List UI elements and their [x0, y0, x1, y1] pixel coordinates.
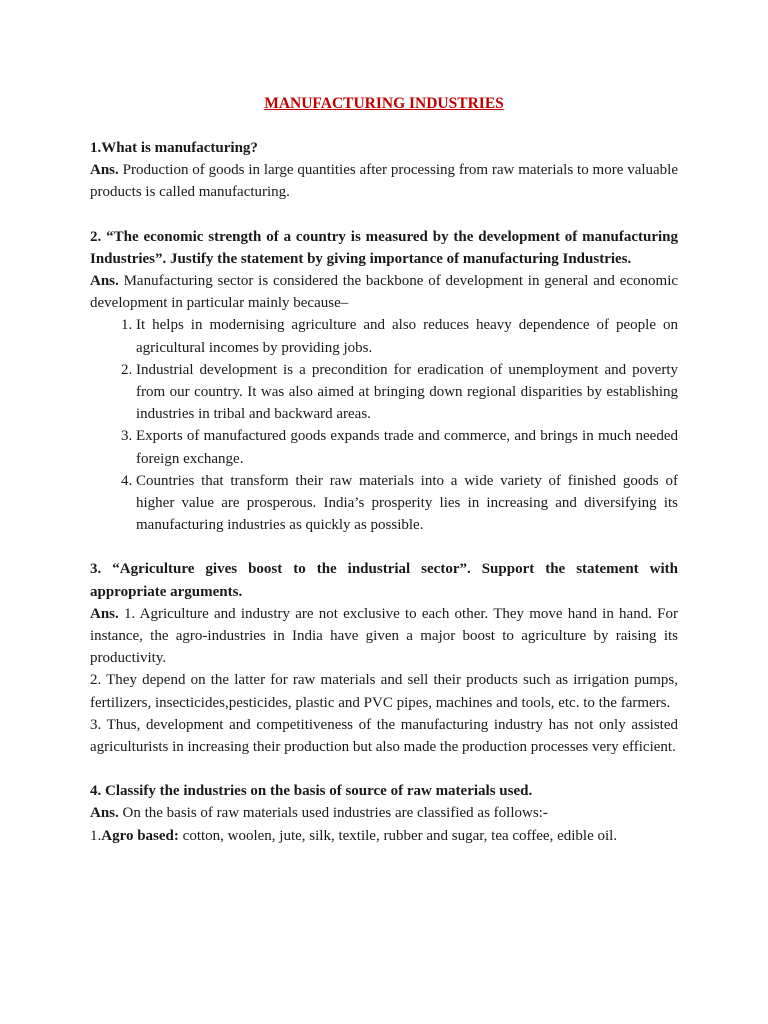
ans-label: Ans. [90, 162, 119, 179]
question-4: 4. Classify the industries on the basis of source of raw materials used. [90, 783, 533, 800]
answer-2-text: Manufacturing sector is considered the backbone of development in general and economic development in particular mainly because– [90, 273, 679, 312]
item-label: Agro based: [101, 827, 179, 844]
question-2: 2. “The economic strength of a country is measured by the development of manufacturing Industries”. Justify the statement by giving importance of manufacturing Industries. [90, 228, 678, 267]
answer-3-paragraph: 3. Thus, development and competitiveness of the manufacturing industry has not only assisted agriculturists in increasing their production but also made the production processes very efficient. [90, 716, 678, 756]
ans-label: Ans. [90, 273, 119, 290]
page-title: MANUFACTURING INDUSTRIES [264, 95, 504, 112]
answer-1 [90, 159, 678, 203]
item-text: cotton, woolen, jute, silk, textile, rubber and sugar, tea coffee, edible oil. [182, 827, 618, 844]
answer-4-item [90, 825, 678, 847]
ans-label: Ans. [90, 605, 119, 622]
list-item: 2. Industrial development is a precondition for eradication of unemployment and poverty from our country. It was also aimed at bringing down regional disparities by establishing industries in tribal and backward areas. [136, 359, 678, 426]
question-1: 1.What is manufacturing? [90, 140, 258, 156]
answer-3 [90, 603, 678, 670]
list-item: 4. Countries that transform their raw materials into a wide variety of finished goods of higher value are prosperous. India’s prosperity lies in increasing and diversifying its manufacturing industries as quickly as possible. [136, 470, 678, 537]
answer-4-text: On the basis of raw materials used industries are classified as follows:- [122, 805, 548, 822]
answer-3-text: 1. Agriculture and industry are not exclusive to each other. They move hand in hand. For instance, the agro-industries in India have given a major boost to agriculture by raising its productivity. [90, 605, 679, 667]
item-number: 1. [90, 827, 102, 844]
list-item: 3. Exports of manufactured goods expands trade and commerce, and brings in much needed foreign exchange. [136, 425, 678, 469]
document-page [90, 93, 678, 847]
answer-2-points [90, 314, 678, 536]
ans-label: Ans. [90, 805, 119, 822]
answer-2 [90, 270, 678, 314]
answer-1-text: Production of goods in large quantities after processing from raw materials to more valuable products is called manufacturing. [90, 162, 679, 201]
question-3: 3. “Agriculture gives boost to the industrial sector”. Support the statement with appropriate arguments. [90, 561, 678, 600]
answer-4 [90, 802, 678, 824]
list-item: 1. It helps in modernising agriculture and also reduces heavy dependence of people on agricultural incomes by providing jobs. [136, 314, 678, 358]
answer-3-paragraph: 2. They depend on the latter for raw materials and sell their products such as irrigation pumps, fertilizers, insecticides,pesticides, plastic and PVC pipes, machines and tools, etc. to the farmers. [90, 672, 678, 711]
